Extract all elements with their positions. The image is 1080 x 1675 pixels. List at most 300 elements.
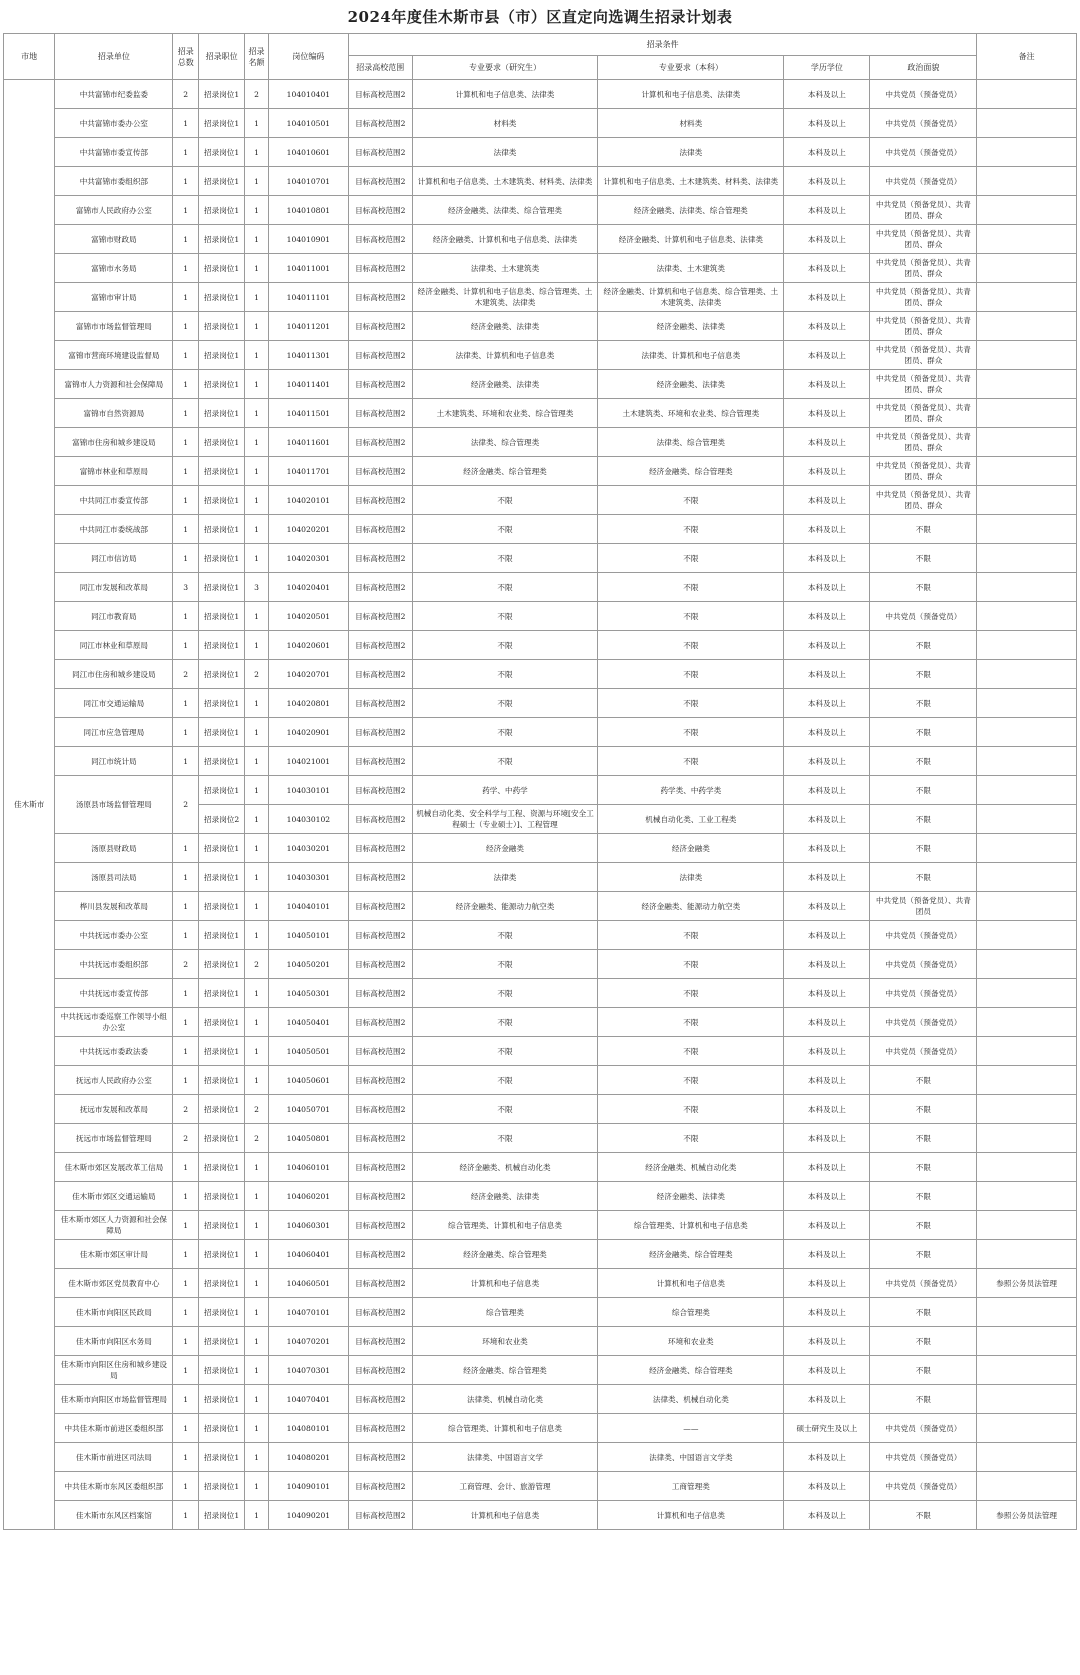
political-cell: 不限 <box>870 515 977 544</box>
table-row <box>4 718 1077 747</box>
school-cell: 目标高校范围2 <box>348 1298 412 1327</box>
degree-cell: 本科及以上 <box>784 225 870 254</box>
major-grad-cell: 经济金融类、能源动力航空类 <box>412 892 598 921</box>
count-cell: 1 <box>245 1443 269 1472</box>
total-cell: 1 <box>173 718 199 747</box>
school-cell: 目标高校范围2 <box>348 225 412 254</box>
major-ug-cell: 综合管理类、计算机和电子信息类 <box>598 1211 784 1240</box>
unit-cell: 佳木斯市向阳区住房和城乡建设局 <box>55 1356 173 1385</box>
count-cell: 1 <box>245 689 269 718</box>
table-row <box>4 544 1077 573</box>
major-ug-cell: 不限 <box>598 921 784 950</box>
political-cell: 不限 <box>870 689 977 718</box>
position-cell: 招录岗位1 <box>199 225 245 254</box>
code-cell: 104060301 <box>268 1211 348 1240</box>
school-cell: 目标高校范围2 <box>348 515 412 544</box>
position-cell: 招录岗位1 <box>199 921 245 950</box>
political-cell: 不限 <box>870 1327 977 1356</box>
major-ug-cell: 经济金融类、法律类 <box>598 312 784 341</box>
major-ug-cell: 不限 <box>598 689 784 718</box>
unit-cell: 佳木斯市郊区人力资源和社会保障局 <box>55 1211 173 1240</box>
code-cell: 104010601 <box>268 138 348 167</box>
code-cell: 104010901 <box>268 225 348 254</box>
school-cell: 目标高校范围2 <box>348 1501 412 1530</box>
major-ug-cell: —— <box>598 1414 784 1443</box>
unit-cell: 佳木斯市前进区司法局 <box>55 1443 173 1472</box>
unit-cell: 中共富锦市委办公室 <box>55 109 173 138</box>
major-grad-cell: 机械自动化类、安全科学与工程、资源与环境[安全工程硕士（专业硕士）]、工程管理 <box>412 805 598 834</box>
major-grad-cell: 经济金融类、法律类 <box>412 312 598 341</box>
total-cell: 1 <box>173 1066 199 1095</box>
degree-cell: 本科及以上 <box>784 892 870 921</box>
note-cell <box>977 1182 1077 1211</box>
school-cell: 目标高校范围2 <box>348 631 412 660</box>
school-cell: 目标高校范围2 <box>348 167 412 196</box>
political-cell: 中共党员（预备党员）、共青团员、群众 <box>870 283 977 312</box>
note-cell <box>977 1414 1077 1443</box>
count-cell: 1 <box>245 1298 269 1327</box>
school-cell: 目标高校范围2 <box>348 1182 412 1211</box>
page-title: 2024年度佳木斯市县（市）区直定向选调生招录计划表 <box>347 8 733 26</box>
major-ug-cell: 土木建筑类、环境和农业类、综合管理类 <box>598 399 784 428</box>
position-cell: 招录岗位1 <box>199 660 245 689</box>
note-cell <box>977 544 1077 573</box>
major-grad-cell: 经济金融类、综合管理类 <box>412 1240 598 1269</box>
major-grad-cell: 土木建筑类、环境和农业类、综合管理类 <box>412 399 598 428</box>
count-cell: 2 <box>245 1124 269 1153</box>
code-cell: 104020201 <box>268 515 348 544</box>
code-cell: 104010701 <box>268 167 348 196</box>
code-cell: 104040101 <box>268 892 348 921</box>
count-cell: 1 <box>245 863 269 892</box>
school-cell: 目标高校范围2 <box>348 1037 412 1066</box>
unit-cell: 中共富锦市纪委监委 <box>55 80 173 109</box>
code-cell: 104011101 <box>268 283 348 312</box>
count-cell: 1 <box>245 1240 269 1269</box>
school-cell: 目标高校范围2 <box>348 863 412 892</box>
unit-cell: 富锦市林业和草原局 <box>55 457 173 486</box>
degree-cell: 本科及以上 <box>784 399 870 428</box>
code-cell: 104080201 <box>268 1443 348 1472</box>
degree-cell: 本科及以上 <box>784 1298 870 1327</box>
header-note: 备注 <box>977 34 1077 80</box>
count-cell: 1 <box>245 370 269 399</box>
unit-cell: 富锦市自然资源局 <box>55 399 173 428</box>
major-grad-cell: 法律类、中国语言文学 <box>412 1443 598 1472</box>
count-cell: 1 <box>245 138 269 167</box>
degree-cell: 本科及以上 <box>784 1443 870 1472</box>
total-cell: 1 <box>173 283 199 312</box>
major-grad-cell: 不限 <box>412 689 598 718</box>
position-cell: 招录岗位1 <box>199 283 245 312</box>
major-grad-cell: 法律类、土木建筑类 <box>412 254 598 283</box>
school-cell: 目标高校范围2 <box>348 138 412 167</box>
table-row <box>4 167 1077 196</box>
count-cell: 1 <box>245 979 269 1008</box>
table-row <box>4 1501 1077 1530</box>
count-cell: 2 <box>245 1095 269 1124</box>
count-cell: 1 <box>245 1153 269 1182</box>
note-cell <box>977 602 1077 631</box>
count-cell: 1 <box>245 486 269 515</box>
count-cell: 1 <box>245 718 269 747</box>
note-cell <box>977 486 1077 515</box>
code-cell: 104060501 <box>268 1269 348 1298</box>
note-cell <box>977 312 1077 341</box>
total-cell: 1 <box>173 1240 199 1269</box>
unit-cell: 抚远市人民政府办公室 <box>55 1066 173 1095</box>
total-cell: 1 <box>173 196 199 225</box>
note-cell <box>977 776 1077 805</box>
position-cell: 招录岗位1 <box>199 1327 245 1356</box>
position-cell: 招录岗位1 <box>199 138 245 167</box>
header-conditions: 招录条件 <box>348 34 976 56</box>
unit-cell: 富锦市人民政府办公室 <box>55 196 173 225</box>
unit-cell: 中共佳木斯市前进区委组织部 <box>55 1414 173 1443</box>
degree-cell: 本科及以上 <box>784 515 870 544</box>
table-row <box>4 892 1077 921</box>
school-cell: 目标高校范围2 <box>348 1327 412 1356</box>
note-cell <box>977 892 1077 921</box>
political-cell: 不限 <box>870 718 977 747</box>
degree-cell: 本科及以上 <box>784 1153 870 1182</box>
position-cell: 招录岗位1 <box>199 167 245 196</box>
total-cell: 1 <box>173 892 199 921</box>
total-cell: 1 <box>173 1443 199 1472</box>
position-cell: 招录岗位1 <box>199 863 245 892</box>
position-cell: 招录岗位1 <box>199 1211 245 1240</box>
degree-cell: 本科及以上 <box>784 718 870 747</box>
header-major-ug: 专业要求（本科） <box>598 56 784 80</box>
note-cell <box>977 1095 1077 1124</box>
count-cell: 1 <box>245 834 269 863</box>
count-cell: 1 <box>245 921 269 950</box>
table-row <box>4 1385 1077 1414</box>
count-cell: 1 <box>245 631 269 660</box>
code-cell: 104011301 <box>268 341 348 370</box>
count-cell: 1 <box>245 1501 269 1530</box>
major-ug-cell: 工商管理类 <box>598 1472 784 1501</box>
school-cell: 目标高校范围2 <box>348 950 412 979</box>
count-cell: 1 <box>245 544 269 573</box>
major-ug-cell: 法律类 <box>598 863 784 892</box>
position-cell: 招录岗位1 <box>199 950 245 979</box>
note-cell: 参照公务员法管理 <box>977 1269 1077 1298</box>
count-cell: 1 <box>245 399 269 428</box>
major-ug-cell: 经济金融类、能源动力航空类 <box>598 892 784 921</box>
degree-cell: 本科及以上 <box>784 167 870 196</box>
political-cell: 中共党员（预备党员）、共青团员、群众 <box>870 312 977 341</box>
note-cell <box>977 863 1077 892</box>
count-cell: 1 <box>245 1385 269 1414</box>
total-cell: 1 <box>173 457 199 486</box>
unit-cell: 同江市发展和改革局 <box>55 573 173 602</box>
political-cell: 不限 <box>870 1211 977 1240</box>
major-grad-cell: 综合管理类、计算机和电子信息类 <box>412 1211 598 1240</box>
code-cell: 104011401 <box>268 370 348 399</box>
note-cell <box>977 1327 1077 1356</box>
count-cell: 1 <box>245 1211 269 1240</box>
major-grad-cell: 不限 <box>412 1066 598 1095</box>
political-cell: 中共党员（预备党员）、共青团员、群众 <box>870 341 977 370</box>
political-cell: 中共党员（预备党员） <box>870 1414 977 1443</box>
degree-cell: 本科及以上 <box>784 660 870 689</box>
total-cell: 2 <box>173 1095 199 1124</box>
degree-cell: 本科及以上 <box>784 689 870 718</box>
school-cell: 目标高校范围2 <box>348 1211 412 1240</box>
note-cell <box>977 1066 1077 1095</box>
total-cell: 2 <box>173 776 199 834</box>
table-row <box>4 1066 1077 1095</box>
table-row <box>4 457 1077 486</box>
major-ug-cell: 不限 <box>598 573 784 602</box>
unit-cell: 中共富锦市委组织部 <box>55 167 173 196</box>
school-cell: 目标高校范围2 <box>348 80 412 109</box>
total-cell: 1 <box>173 138 199 167</box>
unit-cell: 富锦市审计局 <box>55 283 173 312</box>
major-grad-cell: 环境和农业类 <box>412 1327 598 1356</box>
count-cell: 1 <box>245 1327 269 1356</box>
table-row <box>4 1124 1077 1153</box>
major-grad-cell: 经济金融类、综合管理类 <box>412 1356 598 1385</box>
major-ug-cell: 法律类 <box>598 138 784 167</box>
degree-cell: 本科及以上 <box>784 1472 870 1501</box>
note-cell <box>977 573 1077 602</box>
table-row <box>4 1240 1077 1269</box>
unit-cell: 佳木斯市向阳区水务局 <box>55 1327 173 1356</box>
major-grad-cell: 不限 <box>412 660 598 689</box>
note-cell <box>977 80 1077 109</box>
major-ug-cell: 法律类、计算机和电子信息类 <box>598 341 784 370</box>
position-cell: 招录岗位1 <box>199 602 245 631</box>
major-ug-cell: 不限 <box>598 1095 784 1124</box>
table-row <box>4 254 1077 283</box>
major-grad-cell: 法律类、综合管理类 <box>412 428 598 457</box>
major-ug-cell: 经济金融类、综合管理类 <box>598 1240 784 1269</box>
code-cell: 104020601 <box>268 631 348 660</box>
position-cell: 招录岗位1 <box>199 1182 245 1211</box>
recruitment-plan-table <box>3 33 1077 1530</box>
position-cell: 招录岗位1 <box>199 399 245 428</box>
school-cell: 目标高校范围2 <box>348 1240 412 1269</box>
degree-cell: 本科及以上 <box>784 631 870 660</box>
major-ug-cell: 不限 <box>598 1008 784 1037</box>
note-cell <box>977 167 1077 196</box>
table-row <box>4 515 1077 544</box>
code-cell: 104011001 <box>268 254 348 283</box>
note-cell <box>977 225 1077 254</box>
major-ug-cell: 经济金融类、计算机和电子信息类、法律类 <box>598 225 784 254</box>
code-cell: 104030201 <box>268 834 348 863</box>
major-grad-cell: 计算机和电子信息类 <box>412 1501 598 1530</box>
table-row <box>4 312 1077 341</box>
political-cell: 不限 <box>870 660 977 689</box>
unit-cell: 富锦市住房和城乡建设局 <box>55 428 173 457</box>
table-row <box>4 1037 1077 1066</box>
note-cell <box>977 979 1077 1008</box>
major-grad-cell: 综合管理类、计算机和电子信息类 <box>412 1414 598 1443</box>
table-row <box>4 950 1077 979</box>
position-cell: 招录岗位1 <box>199 631 245 660</box>
code-cell: 104030102 <box>268 805 348 834</box>
count-cell: 1 <box>245 254 269 283</box>
unit-cell: 中共抚远市委宣传部 <box>55 979 173 1008</box>
code-cell: 104020701 <box>268 660 348 689</box>
degree-cell: 本科及以上 <box>784 1095 870 1124</box>
school-cell: 目标高校范围2 <box>348 1095 412 1124</box>
political-cell: 不限 <box>870 747 977 776</box>
code-cell: 104050401 <box>268 1008 348 1037</box>
political-cell: 不限 <box>870 1356 977 1385</box>
political-cell: 中共党员（预备党员） <box>870 138 977 167</box>
table-row <box>4 1443 1077 1472</box>
position-cell: 招录岗位1 <box>199 1037 245 1066</box>
position-cell: 招录岗位1 <box>199 689 245 718</box>
code-cell: 104021001 <box>268 747 348 776</box>
unit-cell: 佳木斯市郊区交通运输局 <box>55 1182 173 1211</box>
total-cell: 1 <box>173 1008 199 1037</box>
total-cell: 1 <box>173 1472 199 1501</box>
position-cell: 招录岗位1 <box>199 341 245 370</box>
unit-cell: 佳木斯市郊区党员教育中心 <box>55 1269 173 1298</box>
school-cell: 目标高校范围2 <box>348 1066 412 1095</box>
count-cell: 1 <box>245 283 269 312</box>
table-row <box>4 631 1077 660</box>
major-grad-cell: 不限 <box>412 950 598 979</box>
code-cell: 104020501 <box>268 602 348 631</box>
total-cell: 1 <box>173 544 199 573</box>
table-row <box>4 1472 1077 1501</box>
degree-cell: 本科及以上 <box>784 1008 870 1037</box>
count-cell: 3 <box>245 573 269 602</box>
major-ug-cell: 法律类、土木建筑类 <box>598 254 784 283</box>
unit-cell: 汤原县财政局 <box>55 834 173 863</box>
degree-cell: 本科及以上 <box>784 1037 870 1066</box>
note-cell <box>977 660 1077 689</box>
total-cell: 1 <box>173 1327 199 1356</box>
table-row <box>4 196 1077 225</box>
political-cell: 不限 <box>870 805 977 834</box>
political-cell: 不限 <box>870 544 977 573</box>
note-cell <box>977 1211 1077 1240</box>
code-cell: 104020401 <box>268 573 348 602</box>
total-cell: 1 <box>173 834 199 863</box>
unit-cell: 中共抚远市委组织部 <box>55 950 173 979</box>
degree-cell: 本科及以上 <box>784 1211 870 1240</box>
position-cell: 招录岗位1 <box>199 1269 245 1298</box>
school-cell: 目标高校范围2 <box>348 283 412 312</box>
header-position: 招录职位 <box>199 34 245 80</box>
degree-cell: 本科及以上 <box>784 921 870 950</box>
count-cell: 1 <box>245 776 269 805</box>
school-cell: 目标高校范围2 <box>348 428 412 457</box>
position-cell: 招录岗位1 <box>199 776 245 805</box>
table-row <box>4 660 1077 689</box>
degree-cell: 本科及以上 <box>784 1124 870 1153</box>
count-cell: 1 <box>245 312 269 341</box>
unit-cell: 同江市信访局 <box>55 544 173 573</box>
count-cell: 1 <box>245 225 269 254</box>
degree-cell: 本科及以上 <box>784 1240 870 1269</box>
table-row <box>4 1298 1077 1327</box>
position-cell: 招录岗位1 <box>199 1356 245 1385</box>
table-row <box>4 1008 1077 1037</box>
position-cell: 招录岗位1 <box>199 1501 245 1530</box>
degree-cell: 本科及以上 <box>784 747 870 776</box>
political-cell: 不限 <box>870 1385 977 1414</box>
note-cell <box>977 428 1077 457</box>
total-cell: 1 <box>173 225 199 254</box>
note-cell <box>977 1037 1077 1066</box>
political-cell: 中共党员（预备党员） <box>870 1008 977 1037</box>
header-unit: 招录单位 <box>55 34 173 80</box>
unit-cell: 富锦市财政局 <box>55 225 173 254</box>
school-cell: 目标高校范围2 <box>348 834 412 863</box>
code-cell: 104011501 <box>268 399 348 428</box>
school-cell: 目标高校范围2 <box>348 1414 412 1443</box>
political-cell: 中共党员（预备党员） <box>870 109 977 138</box>
major-ug-cell: 经济金融类、法律类、综合管理类 <box>598 196 784 225</box>
note-cell <box>977 1385 1077 1414</box>
table-row <box>4 1211 1077 1240</box>
note-cell <box>977 1443 1077 1472</box>
degree-cell: 本科及以上 <box>784 138 870 167</box>
major-grad-cell: 计算机和电子信息类 <box>412 1269 598 1298</box>
political-cell: 不限 <box>870 1182 977 1211</box>
table-row <box>4 1153 1077 1182</box>
unit-cell: 汤原县市场监督管理局 <box>55 776 173 834</box>
total-cell: 1 <box>173 1211 199 1240</box>
major-ug-cell: 不限 <box>598 515 784 544</box>
count-cell: 1 <box>245 1356 269 1385</box>
political-cell: 不限 <box>870 1066 977 1095</box>
position-cell: 招录岗位1 <box>199 892 245 921</box>
note-cell <box>977 689 1077 718</box>
political-cell: 中共党员（预备党员） <box>870 1472 977 1501</box>
note-cell <box>977 834 1077 863</box>
major-ug-cell: 不限 <box>598 718 784 747</box>
major-ug-cell: 经济金融类、机械自动化类 <box>598 1153 784 1182</box>
note-cell <box>977 399 1077 428</box>
major-grad-cell: 药学、中药学 <box>412 776 598 805</box>
school-cell: 目标高校范围2 <box>348 457 412 486</box>
total-cell: 1 <box>173 312 199 341</box>
unit-cell: 佳木斯市向阳区民政局 <box>55 1298 173 1327</box>
unit-cell: 同江市住房和城乡建设局 <box>55 660 173 689</box>
note-cell <box>977 1298 1077 1327</box>
total-cell: 1 <box>173 1501 199 1530</box>
school-cell: 目标高校范围2 <box>348 1472 412 1501</box>
degree-cell: 本科及以上 <box>784 1182 870 1211</box>
code-cell: 104070201 <box>268 1327 348 1356</box>
major-grad-cell: 不限 <box>412 631 598 660</box>
table-row <box>4 776 1077 805</box>
total-cell: 1 <box>173 428 199 457</box>
table-row <box>4 138 1077 167</box>
code-cell: 104011701 <box>268 457 348 486</box>
degree-cell: 本科及以上 <box>784 1327 870 1356</box>
school-cell: 目标高校范围2 <box>348 660 412 689</box>
political-cell: 不限 <box>870 776 977 805</box>
table-row <box>4 573 1077 602</box>
degree-cell: 本科及以上 <box>784 457 870 486</box>
count-cell: 1 <box>245 1182 269 1211</box>
major-grad-cell: 材料类 <box>412 109 598 138</box>
count-cell: 2 <box>245 660 269 689</box>
position-cell: 招录岗位1 <box>199 544 245 573</box>
position-cell: 招录岗位1 <box>199 1124 245 1153</box>
unit-cell: 同江市交通运输局 <box>55 689 173 718</box>
